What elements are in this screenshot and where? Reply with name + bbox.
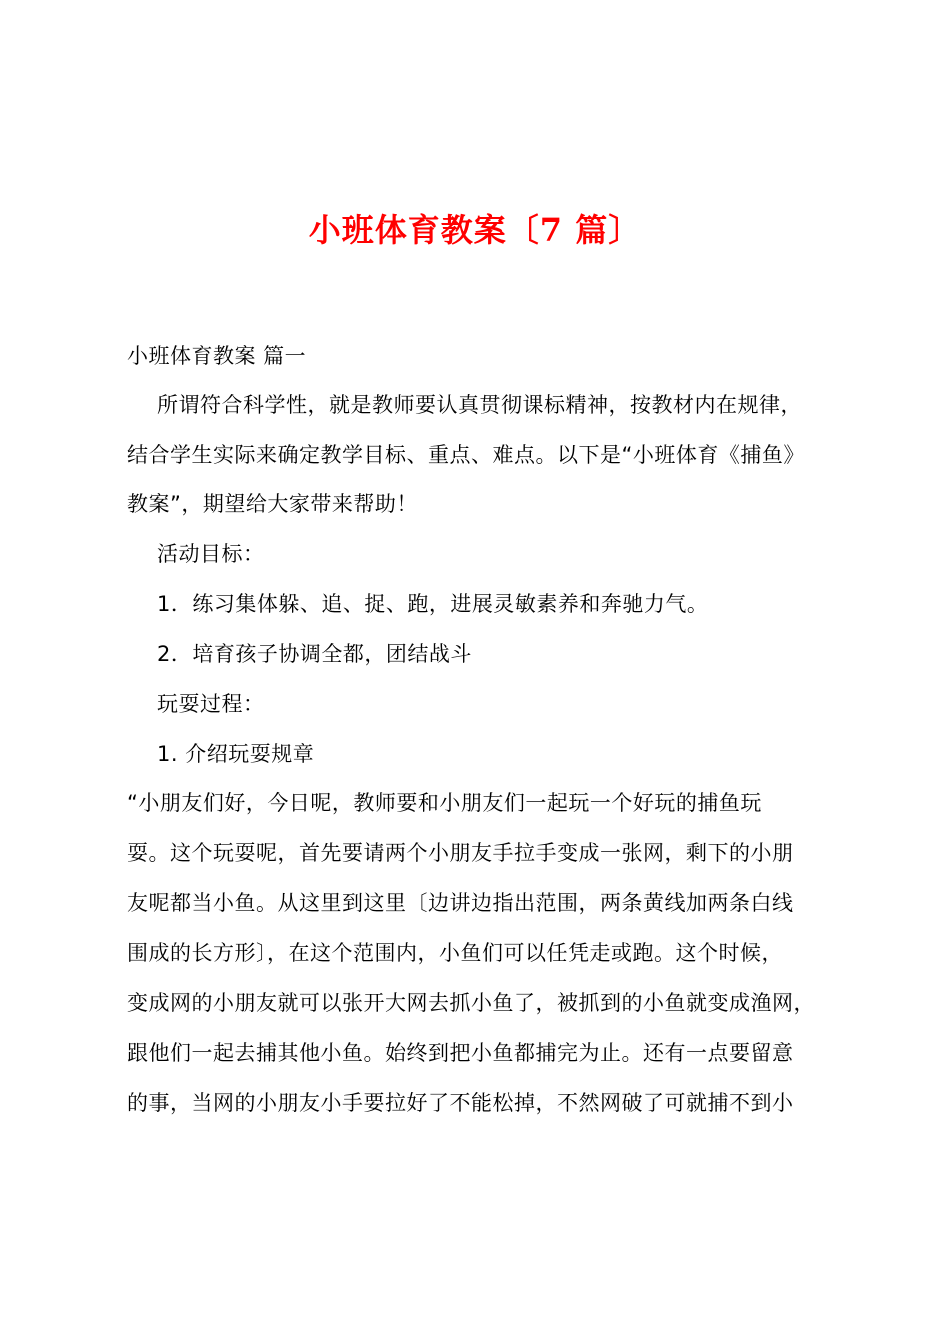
speech-line-4: 围成的长方形〕，在这个范围内，小鱼们可以任凭走或跑。这个时候， xyxy=(127,941,783,965)
speech-line-3: 友呢都当小鱼。从这里到这里〔边讲边指出范围，两条黄线加两条白线 xyxy=(127,891,794,915)
speech-line-2: 耍。这个玩耍呢，首先要请两个小朋友手拉手变成一张网，剩下的小朋 xyxy=(127,841,794,865)
goals-heading: 活动目标： xyxy=(157,542,265,566)
document-title: 小班体育教案〔7 篇〕 xyxy=(308,211,642,249)
goal-2: 2．培育孩子协调全都，团结战斗 xyxy=(157,642,472,666)
intro-line-1: 所谓符合科学性，就是教师要认真贯彻课标精神，按教材内在规律， xyxy=(157,393,802,417)
intro-line-2: 结合学生实际来确定教学目标、重点、难点。以下是“小班体育《捕鱼》 xyxy=(127,443,805,467)
speech-line-6: 跟他们一起去捕其他小鱼。始终到把小鱼都捕完为止。还有一点要留意 xyxy=(127,1041,794,1065)
section-heading: 小班体育教案 篇一 xyxy=(127,344,307,368)
step-1: 1. 介绍玩耍规章 xyxy=(157,742,315,766)
speech-line-1: “小朋友们好，今日呢，教师要和小朋友们一起玩一个好玩的捕鱼玩 xyxy=(127,791,762,815)
goal-1: 1．练习集体躲、追、捉、跑，进展灵敏素养和奔驰力气。 xyxy=(157,592,709,616)
speech-line-5: 变成网的小朋友就可以张开大网去抓小鱼了，被抓到的小鱼就变成渔网， xyxy=(127,991,815,1015)
intro-line-3: 教案”，期望给大家带来帮助！ xyxy=(127,492,418,516)
speech-line-7: 的事，当网的小朋友小手要拉好了不能松掉，不然网破了可就捕不到小 xyxy=(127,1091,794,1115)
process-heading: 玩耍过程： xyxy=(157,692,265,716)
